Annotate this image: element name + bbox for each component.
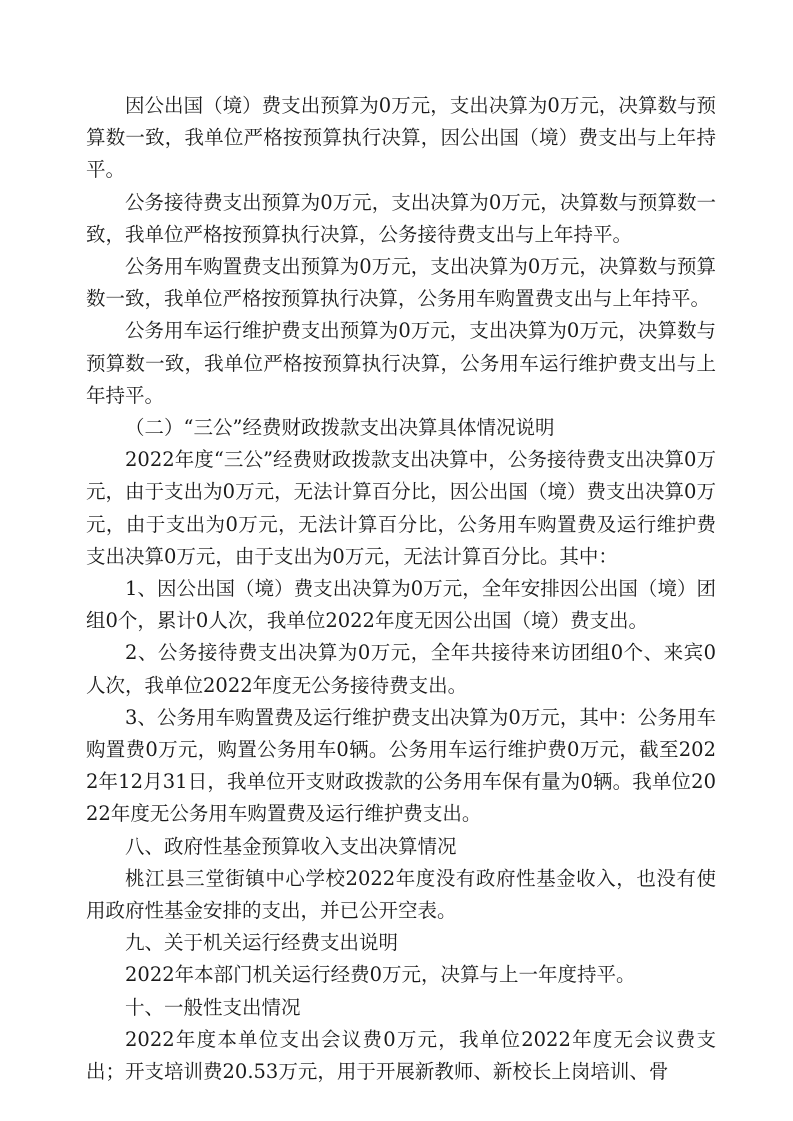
paragraph-item-2: 2、公务接待费支出决算为0万元，全年共接待来访团组0个、来宾0人次，我单位2022年度无公务接待费支出。 [86,641,716,697]
section-heading-general-expenses: 十、一般性支出情况 [125,995,301,1019]
paragraph-operating-costs: 2022年本部门机关运行经费0万元，决算与上一年度持平。 [125,963,636,987]
paragraph-vehicle-purchase: 公务用车购置费支出预算为0万元，支出决算为0万元，决算数与预算数一致，我单位严格按预算执行决算，公务用车购置费支出与上年持平。 [86,255,716,311]
paragraph-general-expenses: 2022年度本单位支出会议费0万元，我单位2022年度无会议费支出；开支培训费20.53万元，用于开展新教师、新校长上岗培训、骨 [86,1027,716,1084]
document-body [86,90,716,1088]
section-heading-government-fund: 八、政府性基金预算收入支出决算情况 [125,834,457,858]
paragraph-three-public-summary: 2022年度“三公”经费财政拨款支出决算中，公务接待费支出决算0万元，由于支出为0万元，无法计算百分比，因公出国（境）费支出决算0万元，由于支出为0万元，无法计算百分比，公务用车购置费及运行维护费支出决算0万元，由于支出为0万元，无法计算百分比。其中： [86,448,716,568]
paragraph-item-1: 1、因公出国（境）费支出决算为0万元，全年安排因公出国（境）团组0个，累计0人次，我单位2022年度无因公出国（境）费支出。 [86,577,716,633]
paragraph-overseas-travel: 因公出国（境）费支出预算为0万元，支出决算为0万元，决算数与预算数一致，我单位严格按预算执行决算，因公出国（境）费支出与上年持平。 [86,94,716,182]
paragraph-reception: 公务接待费支出预算为0万元，支出决算为0万元，决算数与预算数一致，我单位严格按预算执行决算，公务接待费支出与上年持平。 [86,190,716,246]
paragraph-government-fund: 桃江县三堂街镇中心学校2022年度没有政府性基金收入，也没有使用政府性基金安排的支出，并已公开空表。 [86,866,716,923]
paragraph-vehicle-maintenance: 公务用车运行维护费支出预算为0万元，支出决算为0万元，决算数与预算数一致，我单位严格按预算执行决算，公务用车运行维护费支出与上年持平。 [86,319,716,407]
section-heading-three-public: （二）“三公”经费财政拨款支出决算具体情况说明 [125,416,555,440]
paragraph-item-3: 3、公务用车购置费及运行维护费支出决算为0万元，其中：公务用车购置费0万元，购置公务用车0辆。公务用车运行维护费0万元，截至2022年12月31日，我单位开支财政拨款的公务用车保有量为0辆。我单位2022年度无公务用车购置费及运行维护费支出。 [86,705,716,826]
section-heading-operating-costs: 九、关于机关运行经费支出说明 [125,931,399,955]
